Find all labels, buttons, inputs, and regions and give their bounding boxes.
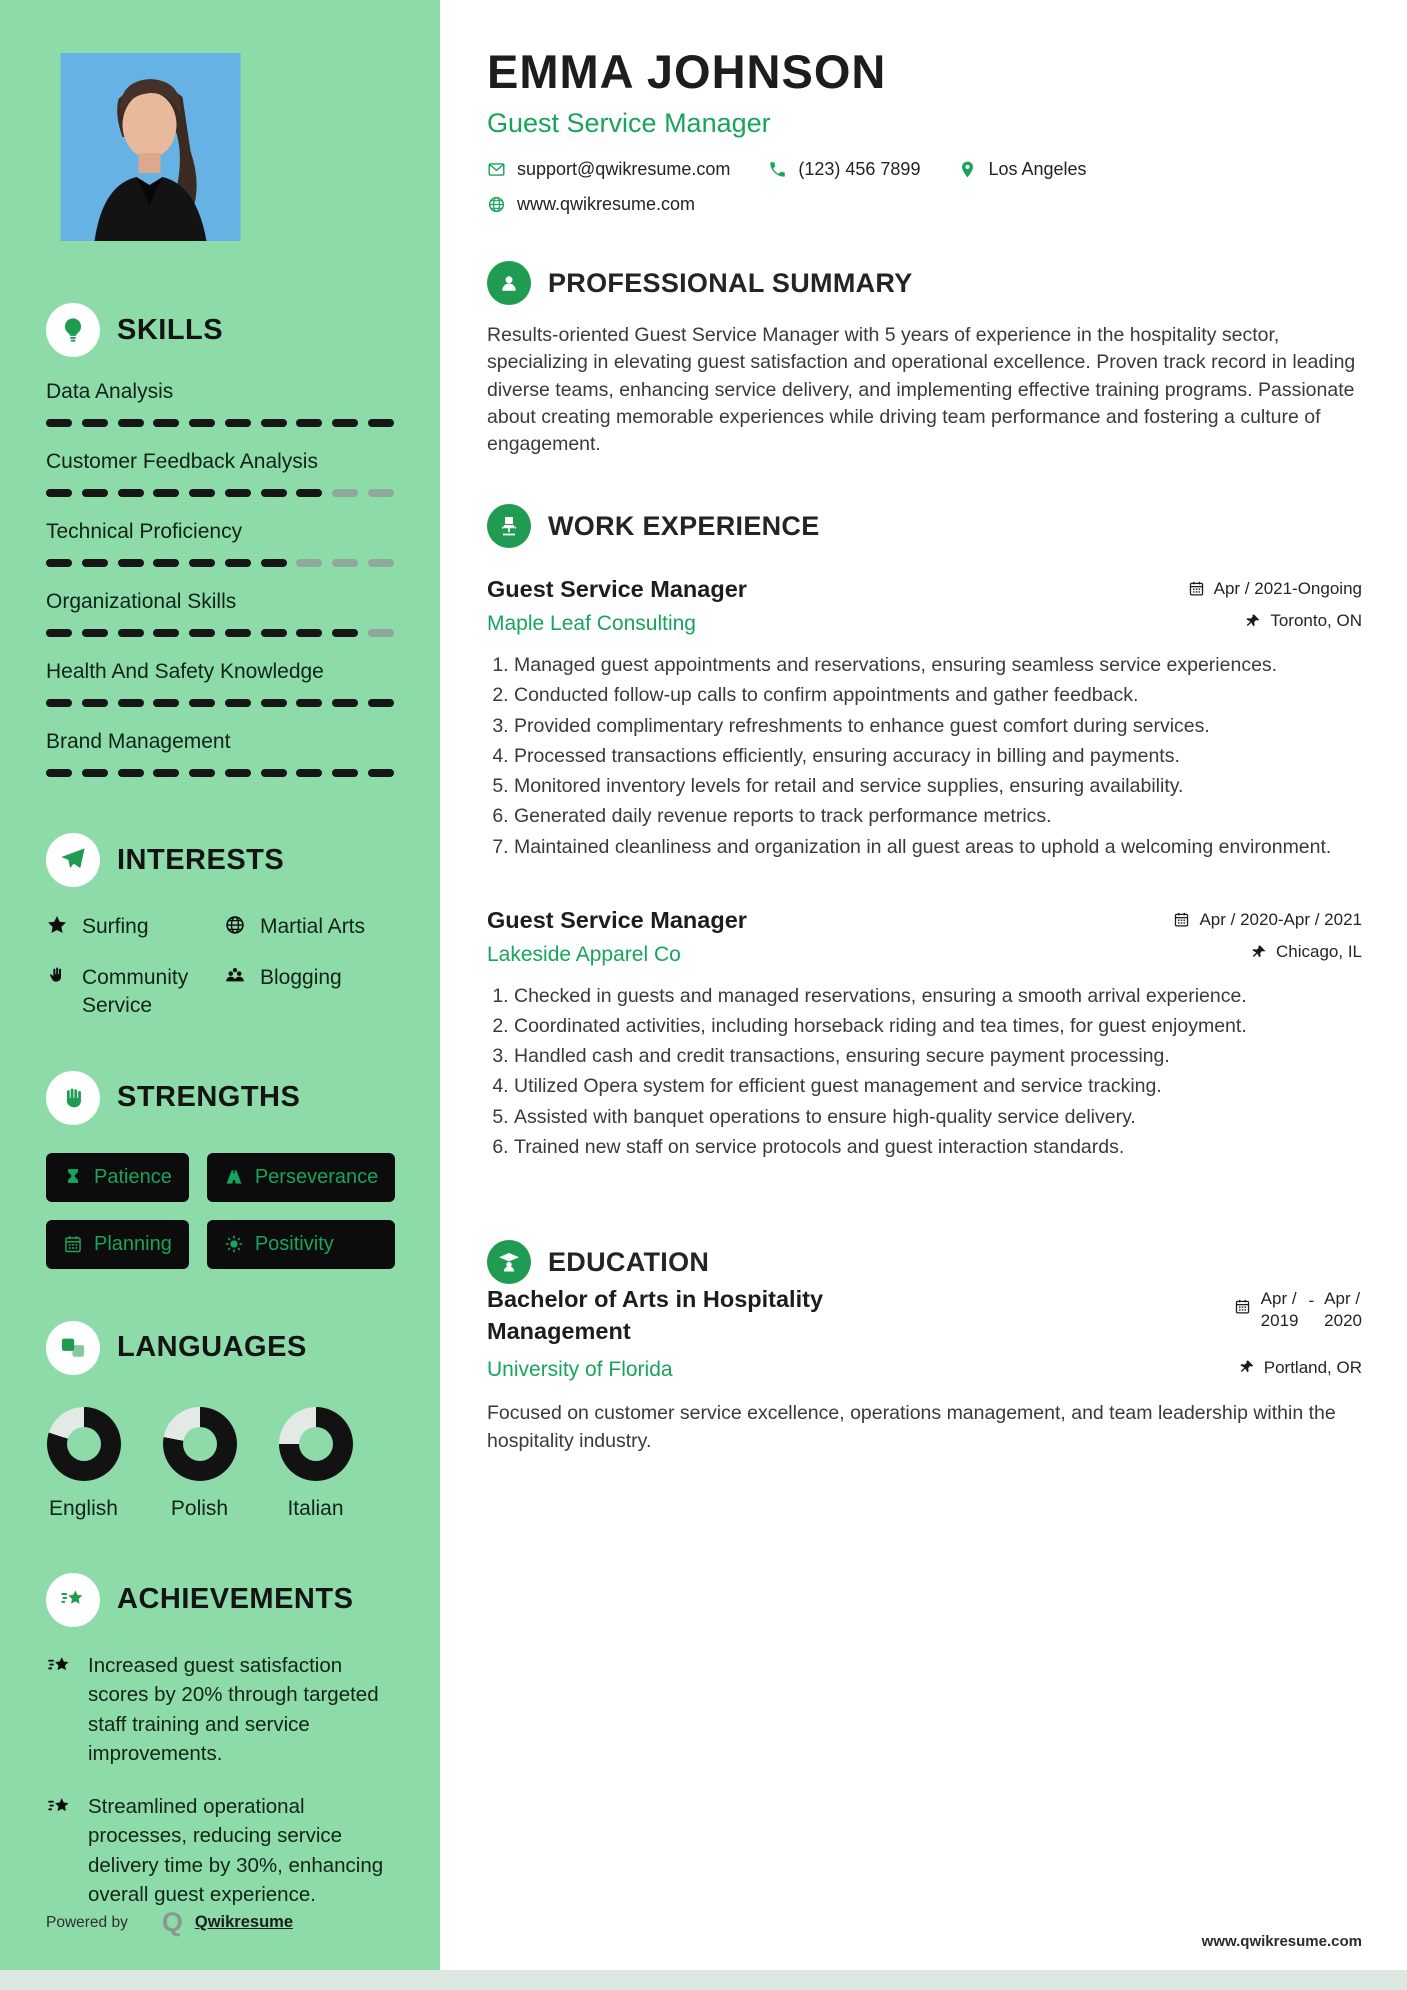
strengths-section (46, 1019, 394, 1269)
job-bullet: 1. Checked in guests and managed reservations, ensuring a smooth arrival experience. (514, 983, 1362, 1010)
job-bullet: 7. Maintained cleanliness and organization in all guest areas to uphold a welcoming environment. (514, 834, 1362, 861)
job-title: Guest Service Manager (487, 576, 747, 603)
language-donut-chart (163, 1407, 237, 1481)
achievements-list (46, 1651, 394, 1910)
phone-icon (768, 160, 787, 179)
skill-dash (153, 559, 179, 567)
skill-dash (368, 419, 394, 427)
skill-dash (332, 769, 358, 777)
pushpin-icon (1238, 1359, 1255, 1376)
user-icon (497, 271, 521, 295)
sidebar (0, 0, 440, 1990)
pushpin-icon (1250, 944, 1267, 961)
skill-dash (82, 419, 108, 427)
skill-dash (153, 699, 179, 707)
translate-icon (59, 1334, 87, 1362)
job-bullet: 5. Assisted with banquet operations to ensure high-quality service delivery. (514, 1104, 1362, 1131)
skill-item (46, 520, 394, 567)
skill-dash (118, 559, 144, 567)
skills-list (46, 380, 394, 777)
strength-label: Perseverance (254, 1165, 379, 1188)
interest-item (224, 964, 394, 1019)
summary-heading-row (487, 261, 1362, 305)
education-title-row (487, 1284, 1362, 1347)
education-location-label: Portland, OR (1263, 1357, 1362, 1377)
skill-dash (82, 629, 108, 637)
skill-dash (225, 489, 251, 497)
skill-dash (296, 769, 322, 777)
strengths-list (46, 1153, 394, 1269)
achievements-heading-row (46, 1573, 394, 1627)
contact-text: (123) 456 7899 (798, 159, 921, 179)
experience-heading: WORK EXPERIENCE (548, 510, 820, 541)
job-entry (487, 576, 1362, 861)
skill-dash (189, 699, 215, 707)
languages-heading: LANGUAGES (117, 1331, 307, 1364)
star-icon (46, 914, 68, 936)
language-item (162, 1407, 237, 1521)
education-school-row (487, 1358, 1362, 1383)
office-chair-icon (497, 514, 521, 538)
interest-item (46, 964, 224, 1019)
language-item (46, 1407, 121, 1521)
job-company-row (487, 611, 1362, 636)
job-title-row (487, 907, 1362, 934)
strengths-heading-row (46, 1071, 394, 1125)
skills-heading-row (46, 303, 394, 357)
hourglass-icon (63, 1167, 83, 1187)
fist-icon (59, 1084, 87, 1112)
skill-dash (118, 769, 144, 777)
main-column (440, 0, 1407, 1990)
language-donut-chart (279, 1407, 353, 1481)
languages-list (46, 1407, 394, 1521)
skill-dash (82, 559, 108, 567)
skill-dash (261, 559, 287, 567)
interests-heading-row (46, 833, 394, 887)
skill-dash (189, 629, 215, 637)
skill-dash (118, 489, 144, 497)
skill-item (46, 380, 394, 427)
languages-section (46, 1269, 394, 1521)
location-pin-icon (958, 160, 977, 179)
education-description: Focused on customer service excellence, operations management, and team leadership within the hospitality industry. (487, 1402, 1336, 1452)
strength-label: Patience (94, 1165, 172, 1188)
language-label: Italian (287, 1496, 344, 1520)
skill-item (46, 730, 394, 777)
education-heading-row (487, 1240, 1362, 1284)
skill-dash (225, 699, 251, 707)
skill-dash (118, 419, 144, 427)
education-dates (1234, 1284, 1362, 1347)
interests-list (46, 913, 394, 1019)
strengths-heading: STRENGTHS (117, 1081, 301, 1114)
education-section (487, 1194, 1362, 1455)
skill-label: Technical Proficiency (46, 520, 243, 543)
skill-dash (261, 699, 287, 707)
skill-dash (332, 419, 358, 427)
skill-dash (46, 419, 72, 427)
skill-label: Organizational Skills (46, 590, 237, 613)
strength-chip (207, 1153, 395, 1202)
globe-icon (487, 195, 506, 214)
strength-label: Positivity (254, 1232, 334, 1255)
pushpin-icon (1244, 613, 1261, 630)
skill-dash (118, 629, 144, 637)
skill-dash (368, 699, 394, 707)
contact-item (958, 159, 1086, 180)
language-label: Polish (170, 1496, 229, 1520)
skill-level-bar (46, 699, 394, 707)
languages-heading-row (46, 1321, 394, 1375)
education-date-to: Apr / 2020 (1324, 1289, 1362, 1331)
achievements-heading: ACHIEVEMENTS (117, 1583, 354, 1616)
skill-item (46, 450, 394, 497)
qwikresume-brand-link[interactable]: Qwikresume (194, 1913, 294, 1932)
powered-by-label: Powered by (46, 1913, 128, 1931)
skill-dash (189, 769, 215, 777)
education-heading: EDUCATION (548, 1246, 710, 1277)
skill-dash (46, 629, 72, 637)
job-entry (487, 907, 1362, 1161)
company-name: Lakeside Apparel Co (487, 942, 681, 966)
job-company-row (487, 942, 1362, 967)
skill-dash (332, 489, 358, 497)
skill-item (46, 590, 394, 637)
skill-dash (332, 629, 358, 637)
skill-dash (368, 489, 394, 497)
interest-label: Martial Arts (260, 915, 366, 938)
language-label: English (49, 1496, 118, 1520)
school-name: University of Florida (487, 1358, 673, 1382)
job-location: Toronto, ON (1244, 611, 1362, 631)
skill-dash (189, 489, 215, 497)
skill-dash (153, 489, 179, 497)
skill-level-bar (46, 769, 394, 777)
page-bottom-strip (0, 1970, 1407, 1990)
job-bullet: 1. Managed guest appointments and reservations, ensuring seamless service experiences. (514, 652, 1362, 679)
skill-level-bar (46, 489, 394, 497)
calendar-icon (1173, 911, 1190, 928)
skill-dash (46, 769, 72, 777)
job-bullet-list (487, 983, 1362, 1162)
skill-level-bar (46, 419, 394, 427)
skill-dash (225, 419, 251, 427)
skill-dash (368, 559, 394, 567)
skill-label: Data Analysis (46, 380, 174, 403)
job-bullet-list (487, 652, 1362, 861)
sidebar-footer (46, 1909, 394, 1974)
skill-dash (368, 629, 394, 637)
skill-label: Health And Safety Knowledge (46, 660, 324, 683)
skill-dash (46, 559, 72, 567)
skill-level-bar (46, 559, 394, 567)
skill-dash (261, 769, 287, 777)
education-date-from: Apr / 2019 (1260, 1289, 1299, 1331)
qwikresume-logo: Q (161, 1907, 183, 1938)
interest-item (46, 913, 224, 940)
paper-plane-icon (59, 846, 87, 874)
education-location (1238, 1358, 1362, 1378)
job-title: Guest Service Manager (487, 907, 747, 934)
candidate-title: Guest Service Manager (487, 108, 771, 138)
summary-text: Results-oriented Guest Service Manager with 5 years of experience in the hospitality sector, specializing in elevating guest satisfaction and operational excellence. Proven track record in leading diverse teams, enhancing service delivery, and implementing effective training programs. Passionate about creating memorable experiences while driving team performance and fostering a culture of engagement. (487, 324, 1356, 456)
skill-dash (153, 419, 179, 427)
experience-section (487, 458, 1362, 1164)
candidate-name: EMMA JOHNSON (487, 45, 887, 98)
achievement-text: Increased guest satisfaction scores by 20% through targeted staff training and service improvements. (88, 1653, 379, 1765)
contact-item[interactable] (487, 159, 730, 180)
skills-heading: SKILLS (117, 313, 224, 346)
degree-title: Bachelor of Arts in Hospitality Management (487, 1286, 824, 1345)
skill-dash (296, 699, 322, 707)
profile-photo-illustration (60, 53, 241, 241)
contact-text: Los Angeles (988, 159, 1087, 179)
job-bullet: 2. Conducted follow-up calls to confirm appointments and gather feedback. (514, 682, 1362, 709)
contact-text[interactable]: support@qwikresume.com (517, 159, 731, 179)
education-date-separator: - (1308, 1291, 1315, 1311)
job-bullet: 4. Utilized Opera system for efficient guest management and service tracking. (514, 1073, 1362, 1100)
shooting-star-icon (59, 1586, 87, 1614)
skill-dash (332, 559, 358, 567)
job-dates: Apr / 2020-Apr / 2021 (1173, 910, 1362, 930)
graduate-icon (497, 1250, 521, 1274)
contact-text[interactable]: www.qwikresume.com (517, 194, 696, 214)
skill-dash (118, 699, 144, 707)
skill-dash (332, 699, 358, 707)
road-icon (224, 1167, 244, 1187)
skill-dash (46, 489, 72, 497)
job-dates: Apr / 2021-Ongoing (1188, 579, 1362, 599)
shooting-star-icon (46, 1794, 73, 1821)
interests-heading: INTERESTS (117, 843, 285, 876)
strength-chip (46, 1153, 189, 1202)
skill-dash (225, 629, 251, 637)
skill-dash (225, 769, 251, 777)
skill-dash (261, 629, 287, 637)
skill-label: Brand Management (46, 730, 231, 753)
job-title-row (487, 576, 1362, 603)
skill-dash (225, 559, 251, 567)
language-item (278, 1407, 353, 1521)
contact-row-2 (487, 194, 1362, 215)
skill-label: Customer Feedback Analysis (46, 450, 318, 473)
experience-heading-row (487, 504, 1362, 548)
users-icon (224, 965, 246, 987)
skill-dash (82, 699, 108, 707)
company-name: Maple Leaf Consulting (487, 611, 696, 635)
interest-label: Surfing (82, 915, 149, 938)
envelope-icon (487, 160, 506, 179)
contact-item[interactable] (487, 194, 695, 215)
contact-row-1 (487, 159, 1362, 180)
sun-icon (224, 1234, 244, 1254)
skill-dash (82, 489, 108, 497)
skill-dash (296, 629, 322, 637)
summary-section (487, 215, 1362, 458)
globe-icon (224, 914, 246, 936)
job-bullet: 6. Generated daily revenue reports to track performance metrics. (514, 803, 1362, 830)
strength-label: Planning (94, 1232, 172, 1255)
calendar-icon (63, 1234, 83, 1254)
skill-dash (153, 769, 179, 777)
job-bullet: 6. Trained new staff on service protocols and guest interaction standards. (514, 1134, 1362, 1161)
interest-label: Community Service (82, 966, 189, 1017)
achievement-item (46, 1792, 394, 1909)
skill-item (46, 660, 394, 707)
skill-dash (296, 419, 322, 427)
job-bullet: 5. Monitored inventory levels for retail and service supplies, ensuring availability. (514, 773, 1362, 800)
job-location: Chicago, IL (1250, 942, 1362, 962)
skill-dash (46, 699, 72, 707)
language-donut-chart (47, 1407, 121, 1481)
calendar-icon (1234, 1298, 1251, 1315)
interest-label: Blogging (260, 966, 342, 990)
skill-dash (261, 489, 287, 497)
skill-dash (368, 769, 394, 777)
contact-item (768, 159, 920, 180)
strength-chip (207, 1220, 395, 1269)
achievement-item (46, 1651, 394, 1768)
skills-section (46, 241, 394, 777)
shooting-star-icon (46, 1653, 73, 1680)
skill-dash (82, 769, 108, 777)
skill-dash (261, 419, 287, 427)
skill-dash (296, 489, 322, 497)
summary-heading: PROFESSIONAL SUMMARY (548, 267, 913, 298)
skill-dash (296, 559, 322, 567)
profile-photo (60, 53, 241, 241)
job-bullet: 4. Processed transactions efficiently, ensuring accuracy in billing and payments. (514, 743, 1362, 770)
skill-dash (189, 559, 215, 567)
lightbulb-icon (59, 316, 87, 344)
job-bullet: 3. Provided complimentary refreshments to enhance guest comfort during services. (514, 713, 1362, 740)
interest-item (224, 913, 394, 940)
strength-chip (46, 1220, 189, 1269)
hand-icon (46, 965, 68, 987)
job-bullet: 2. Coordinated activities, including horseback riding and tea times, for guest enjoyment. (514, 1013, 1362, 1040)
achievements-section (46, 1521, 394, 1910)
achievement-text: Streamlined operational processes, reducing service delivery time by 30%, enhancing overall guest experience. (88, 1795, 384, 1907)
skill-dash (189, 419, 215, 427)
jobs-list (487, 576, 1362, 1161)
calendar-icon (1188, 580, 1205, 597)
footer-website[interactable]: www.qwikresume.com (1201, 1933, 1362, 1950)
skill-level-bar (46, 629, 394, 637)
skill-dash (153, 629, 179, 637)
job-bullet: 3. Handled cash and credit transactions, ensuring secure payment processing. (514, 1043, 1362, 1070)
interests-section (46, 777, 394, 1019)
